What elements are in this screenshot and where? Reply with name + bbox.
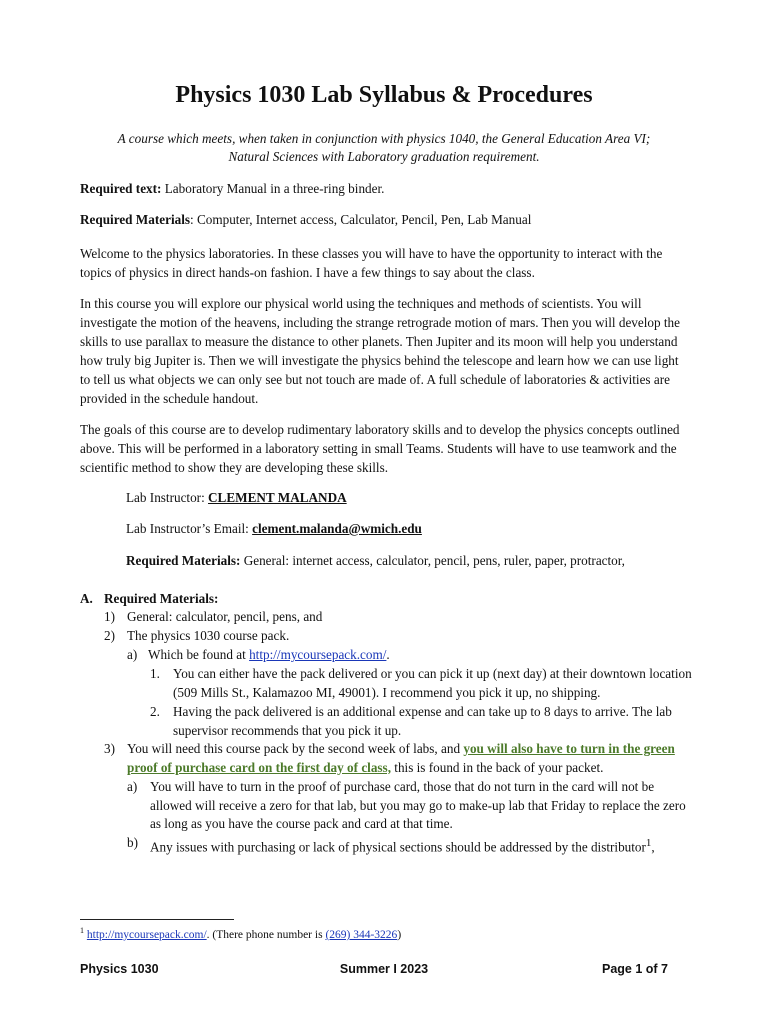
item-3-marker: 3) <box>104 741 115 756</box>
item-1-text: General: calculator, pencil, pens, and <box>127 609 323 624</box>
item-3a-marker: a) <box>127 779 138 794</box>
subtitle-line-2: Natural Sciences with Laboratory graduation requirement. <box>228 149 540 164</box>
item-2-1-text: You can either have the pack delivered or you can pick it up (next day) at their downtown location (509 Mills St., Kalamazoo MI, 49001). I recommend you pick it up, no shipping. <box>173 666 692 700</box>
item-3-text <box>127 740 693 777</box>
page-title: Physics 1030 Lab Syllabus & Procedures <box>175 82 593 108</box>
footnote-phone-link[interactable]: (269) 344-3226 <box>325 928 398 941</box>
item-2a-text <box>148 646 390 664</box>
required-text-label: Required text: <box>80 181 162 196</box>
subtitle <box>80 130 688 166</box>
item-3b-body: Any issues with purchasing or lack of physical sections should be addressed by the distributor <box>150 839 646 855</box>
footnote-end: ) <box>397 928 402 941</box>
item-2-text: The physics 1030 course pack. <box>127 628 290 643</box>
footnote-link[interactable]: http://mycoursepack.com/ <box>86 928 207 941</box>
paragraph-welcome: Welcome to the physics laboratories. In these classes you will have to have the opportunity to interact with the topics of physics in direct hands-on fashion. I have a few things to say about the class. <box>80 246 663 280</box>
item-1-marker: 1) <box>104 609 115 624</box>
coursepack-link[interactable]: http://mycoursepack.com/ <box>249 647 387 662</box>
item-3a-text: You will have to turn in the proof of purchase card, those that do not turn in the card will not be allowed will receive a zero for that lab, but you may go to make-up lab that Friday to replace the zero as long as you have the course pack and card at that time. <box>150 779 686 831</box>
footer-center: Summer I 2023 <box>339 962 429 976</box>
instructor-materials-label: Required Materials: <box>126 553 241 568</box>
footnote <box>80 924 401 942</box>
footnote-ref[interactable]: 1 <box>645 837 652 849</box>
instructor-name-value: CLEMENT MALANDA <box>208 490 347 505</box>
item-2a-marker: a) <box>127 647 138 662</box>
required-text <box>80 180 384 198</box>
proof-of-purchase-highlight: you will also have to turn in the green proof of purchase card on the first day of class, <box>127 741 675 775</box>
item-3b-marker: b) <box>127 835 138 850</box>
footnote-divider <box>80 919 234 920</box>
footer-page-number: Page 1 of 7 <box>602 962 668 976</box>
instructor-materials-value: General: internet access, calculator, pencil, pens, ruler, paper, protractor, <box>240 553 625 568</box>
footer-left: Physics 1030 <box>80 962 159 976</box>
section-a-heading: Required Materials: <box>104 591 219 606</box>
instructor-name-label: Lab Instructor: <box>126 490 209 505</box>
required-materials <box>80 211 531 229</box>
item-3b-text <box>150 834 655 856</box>
footnote-text: . (There phone number is <box>206 928 326 941</box>
item-2-1-marker: 1. <box>150 666 160 681</box>
required-text-value: Laboratory Manual in a three-ring binder. <box>161 181 385 196</box>
item-2a-prefix: Which be found at <box>148 647 250 662</box>
item-2-marker: 2) <box>104 628 115 643</box>
instructor-name <box>126 489 347 507</box>
instructor-materials <box>126 552 625 570</box>
item-2a-suffix: . <box>386 647 390 662</box>
item-2-2-marker: 2. <box>150 704 160 719</box>
subtitle-line-1: A course which meets, when taken in conjunction with physics 1040, the General Education Area VI; <box>117 131 651 146</box>
instructor-email-link[interactable]: clement.malanda@wmich.edu <box>252 521 422 536</box>
instructor-email-label: Lab Instructor’s Email: <box>126 521 253 536</box>
item-3-suffix: this is found in the back of your packet. <box>391 759 604 775</box>
item-2-2-text: Having the pack delivered is an additional expense and can take up to 8 days to arrive. The lab supervisor recommends that you pick it up. <box>173 704 672 738</box>
required-materials-label: Required Materials <box>80 212 191 227</box>
paragraph-goals: The goals of this course are to develop rudimentary laboratory skills and to develop the physics concepts outlined above. This will be performed in a laboratory setting in small Teams. Students will have to use teamwork and the scientific method to show they are developing these skills. <box>80 422 680 475</box>
paragraph-course-overview: In this course you will explore our physical world using the techniques and methods of scientists. You will investigate the motion of the heavens, including the strange retrograde motion of mars. Then you will develop the skills to use parallax to measure the distance to other planets. Then Jupiter and its moon will help you understand how truly big Jupiter is. Then we will investigate the physics behind the telescope and learn how we can use light to tell us what objects we can only see but not touch are made of. A full schedule of laboratories & activities are provided in the schedule handout. <box>80 296 680 406</box>
item-3-prefix: You will need this course pack by the second week of labs, and <box>127 741 464 756</box>
footnote-number: 1 <box>80 926 84 935</box>
instructor-email <box>126 520 422 538</box>
section-a-marker: A. <box>80 591 93 606</box>
required-materials-value: : Computer, Internet access, Calculator, Pencil, Pen, Lab Manual <box>190 212 532 227</box>
item-3b-suffix: , <box>651 839 655 855</box>
